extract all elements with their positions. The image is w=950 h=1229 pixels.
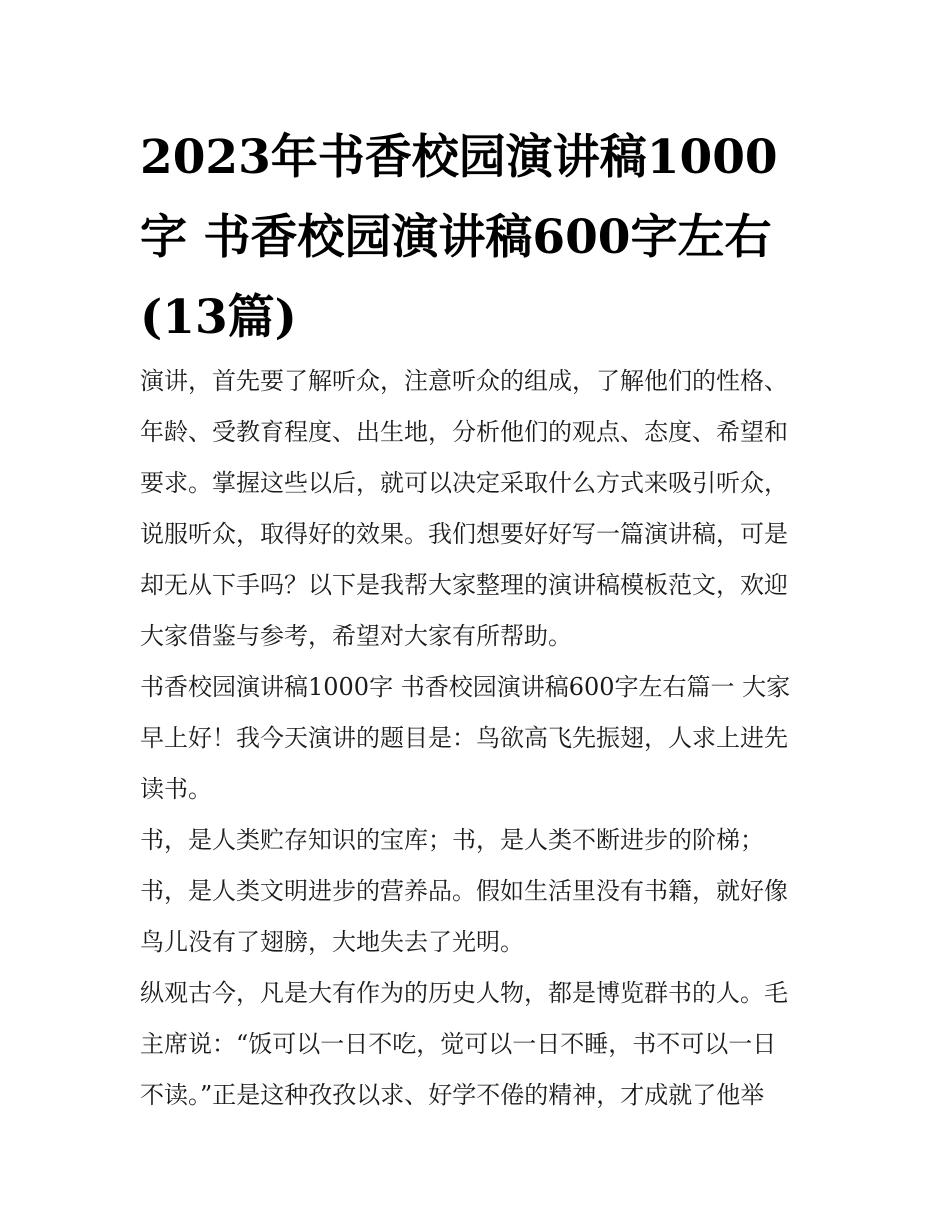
text-line: 纵观古今，凡是大有作为的历史人物，都是博览群书的人。毛: [140, 979, 788, 1007]
text-line: 书，是人类文明进步的营养品。假如生活里没有书籍，就好像: [140, 877, 788, 905]
text-line: 主席说：“饭可以一日不吃，觉可以一日不睡，书不可以一日: [140, 1030, 777, 1058]
text-line: 演讲，首先要了解听众，注意听众的组成，了解他们的性格、: [140, 367, 788, 395]
text-line: 要求。掌握这些以后，就可以决定采取什么方式来吸引听众，: [140, 469, 788, 497]
paragraph-section-one: [140, 662, 820, 815]
paragraph-history: [140, 968, 820, 1121]
text-line: 说服听众，取得好的效果。我们想要好好写一篇演讲稿，可是: [140, 520, 788, 548]
text-line: 早上好！我今天演讲的题目是：鸟欲高飞先振翅，人求上进先: [140, 724, 788, 752]
title-line: 字 书香校园演讲稿600字左右: [140, 210, 772, 265]
paragraph-books: [140, 815, 820, 968]
title-line: 2023年书香校园演讲稿1000: [140, 130, 778, 185]
text-line: 大家借鉴与参考，希望对大家有所帮助。: [140, 622, 572, 650]
text-line: 读书。: [140, 775, 212, 803]
text-line: 书香校园演讲稿1000字 书香校园演讲稿600字左右篇一 大家: [140, 673, 791, 701]
paragraph-intro: [140, 356, 820, 662]
text-line: 年龄、受教育程度、出生地，分析他们的观点、态度、希望和: [140, 418, 788, 446]
text-line: 不读。”正是这种孜孜以求、好学不倦的精神，才成就了他举: [140, 1081, 765, 1109]
text-line: 鸟儿没有了翅膀，大地失去了光明。: [140, 928, 524, 956]
document-title: [140, 118, 820, 358]
text-line: 却无从下手吗？以下是我帮大家整理的演讲稿模板范文，欢迎: [140, 571, 788, 599]
title-line: (13篇): [140, 290, 297, 345]
document-body: [140, 356, 820, 1121]
text-line: 书，是人类贮存知识的宝库；书，是人类不断进步的阶梯；: [140, 826, 764, 854]
